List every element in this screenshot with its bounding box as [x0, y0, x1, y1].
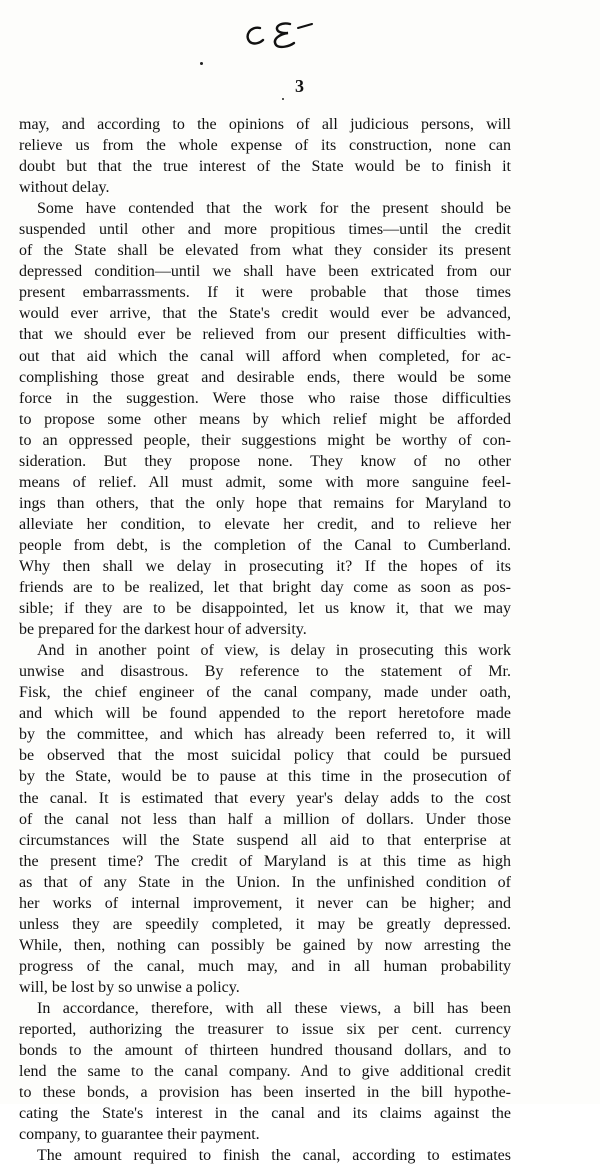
text-line: be observed that the most suicidal policy that could be pursued — [19, 747, 511, 765]
text-line: complishing those great and desirable ends, there would be some — [19, 368, 511, 386]
text-line: Why then shall we delay in prosecuting it? If the hopes of its — [19, 557, 511, 575]
text-line: sideration. But they propose none. They know of no other — [19, 452, 511, 470]
text-line: of the State shall be elevated from what they consider its present — [19, 242, 511, 260]
text-line: and which will be found appended to the report heretofore made — [19, 705, 511, 723]
text-line: by the committee, and which has already been referred to, it will — [19, 726, 511, 744]
text-line: friends are to be realized, let that bright day come as soon as pos- — [19, 579, 511, 597]
text-line: cating the State's interest in the canal and its claims against the — [19, 1105, 511, 1123]
ink-speck — [200, 62, 203, 65]
handwritten-mark — [238, 14, 328, 54]
text-line: Fisk, the chief engineer of the canal company, made under oath, — [19, 684, 511, 702]
text-line: circumstances will the State suspend all aid to that enterprise at — [19, 831, 511, 849]
text-line: force in the suggestion. Were those who raise those difficulties — [19, 389, 511, 407]
text-line: to these bonds, a provision has been inserted in the bill hypothe- — [19, 1084, 511, 1102]
text-line: company, to guarantee their payment. — [19, 1126, 260, 1144]
text-line: reported, authorizing the treasurer to issue six per cent. currency — [19, 1021, 511, 1039]
text-line: the present time? The credit of Maryland is at this time as high — [19, 852, 511, 870]
text-line: her works of internal improvement, it never can be higher; and — [19, 894, 511, 912]
text-line: alleviate her condition, to elevate her credit, and to relieve her — [19, 515, 511, 533]
text-line: as that of any State in the Union. In the unfinished condition of — [19, 873, 511, 891]
text-line: would ever arrive, that the State's credit would ever be advanced, — [19, 305, 511, 323]
text-line: ings than others, that the only hope that remains for Maryland to — [19, 494, 511, 512]
text-line: people from debt, is the completion of the Canal to Cumberland. — [19, 536, 511, 554]
text-line: out that aid which the canal will afford when completed, for ac- — [19, 347, 511, 365]
text-line: by the State, would be to pause at this time in the prosecution of — [19, 768, 511, 786]
ink-speck — [282, 98, 284, 100]
text-line: may, and according to the opinions of all judicious persons, will — [19, 116, 511, 133]
text-line: unless they are speedily completed, it may be greatly depressed. — [19, 915, 511, 933]
text-line: means of relief. All must admit, some with more sanguine feel- — [19, 473, 511, 491]
text-line: bonds to the amount of thirteen hundred thousand dollars, and to — [19, 1042, 511, 1060]
text-line: to propose some other means by which relief might be afforded — [19, 410, 511, 428]
text-line: present embarrassments. If it were probable that those times — [19, 284, 511, 302]
text-line: lend the same to the canal company. And to give additional credit — [19, 1063, 511, 1081]
text-line: without delay. — [19, 179, 110, 197]
text-line: of the canal not less than half a million of dollars. Under those — [19, 810, 511, 828]
text-line: Some have contended that the work for the present should be — [37, 200, 511, 218]
text-line: relieve us from the whole expense of its construction, none can — [19, 137, 511, 155]
text-line: The amount required to finish the canal, according to estimates — [37, 1147, 511, 1165]
text-line: to an oppressed people, their suggestions might be worthy of con- — [19, 431, 511, 449]
body-text — [19, 114, 511, 1166]
text-line: sible; if they are to be disappointed, let us know it, that we may — [19, 600, 511, 618]
text-line: In accordance, therefore, with all these views, a bill has been — [37, 999, 511, 1017]
text-line: the canal. It is estimated that every year's delay adds to the cost — [19, 789, 511, 807]
text-line: will, be lost by so unwise a policy. — [19, 978, 240, 996]
page-number: 3 — [295, 76, 305, 96]
text-line: While, then, nothing can possibly be gained by now arresting the — [19, 936, 511, 954]
text-line: be prepared for the darkest hour of adversity. — [19, 621, 307, 639]
text-line: suspended until other and more propitious times—until the credit — [19, 221, 511, 239]
text-line: that we should ever be relieved from our present difficulties with- — [19, 326, 511, 344]
text-line: depressed condition—until we shall have been extricated from our — [19, 263, 511, 281]
text-line: unwise and disastrous. By reference to the statement of Mr. — [19, 663, 511, 681]
text-line: doubt but that the true interest of the State would be to finish it — [19, 158, 511, 176]
text-line: And in another point of view, is delay in prosecuting this work — [37, 642, 511, 660]
text-line: progress of the canal, much may, and in all human probability — [19, 957, 511, 975]
